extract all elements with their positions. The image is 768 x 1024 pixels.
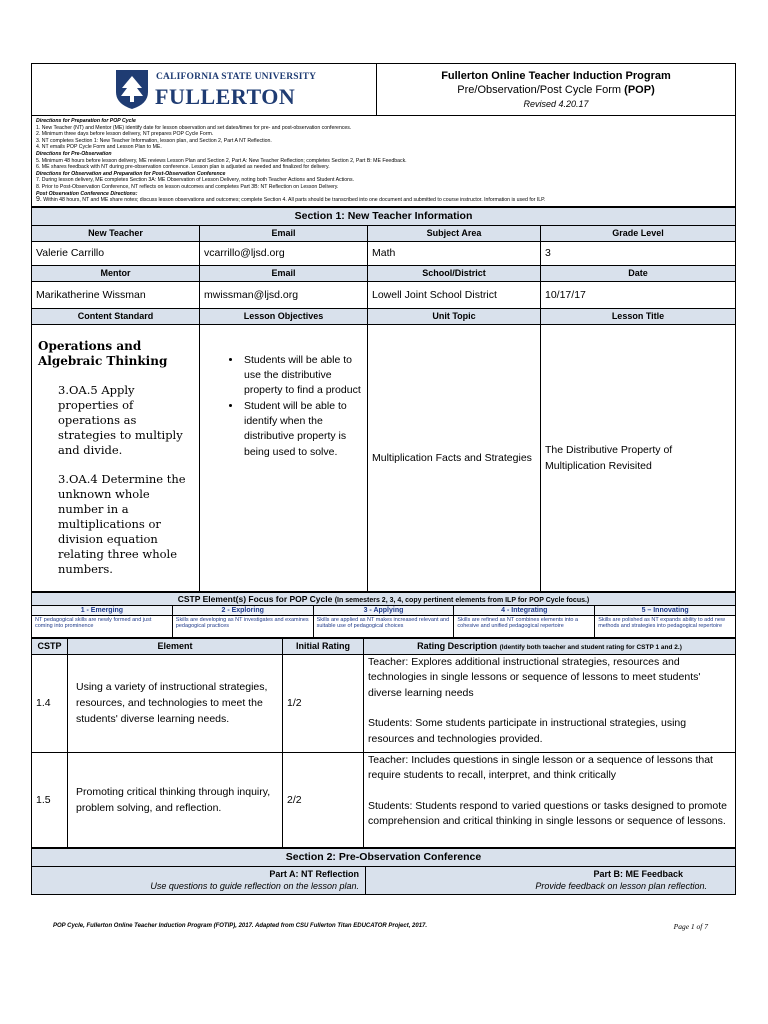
directions-heading: Directions for Preparation for POP Cycle bbox=[36, 118, 136, 124]
header-lesson-objectives: Lesson Objectives bbox=[200, 308, 368, 324]
cstp-element: Using a variety of instructional strategies, resources, and technologies to meet the students' diverse learning needs. bbox=[68, 654, 283, 752]
direction-item: 7. During lesson delivery, ME completes Section 3A: ME Observation of Lesson Delivery, noting both Teacher Actions and Student Actions. bbox=[36, 177, 355, 184]
grade-level: 3 bbox=[541, 241, 736, 265]
direction-item: 2. Minimum three days before lesson delivery, NT prepares POP Cycle Form. bbox=[36, 131, 214, 138]
header-mentor-email: Email bbox=[200, 265, 368, 281]
header-table bbox=[31, 63, 736, 116]
footer-citation: POP Cycle, Fullerton Online Teacher Induction Program (FOTIP), 2017. Adapted from CSU Fullerton Titan EDUCATOR Project, 2017. bbox=[53, 923, 428, 929]
rating-description bbox=[364, 752, 736, 847]
section1-title: Section 1: New Teacher Information bbox=[32, 207, 736, 225]
level-description: Skills are polished as NT expands ability to add new methods and strategies into pedagogical repertoire bbox=[595, 615, 736, 637]
header-grade-level: Grade Level bbox=[541, 225, 736, 241]
rating-description bbox=[364, 654, 736, 752]
cstp-element: Promoting critical thinking through inquiry, problem solving, and reflection. bbox=[68, 752, 283, 847]
header-subject-area: Subject Area bbox=[368, 225, 541, 241]
objective-item: • Students will be able to use the distributive property to find a product bbox=[242, 353, 363, 399]
logo-university: CALIFORNIA STATE UNIVERSITY bbox=[156, 72, 317, 82]
part-b-cell bbox=[366, 866, 736, 894]
section2-table bbox=[31, 848, 736, 895]
unit-topic: Multiplication Facts and Strategies bbox=[368, 324, 541, 591]
content-standard bbox=[32, 324, 200, 591]
header-mentor: Mentor bbox=[32, 265, 200, 281]
logo-cell bbox=[32, 64, 377, 116]
part-b-note: Provide feedback on lesson plan reflection. bbox=[535, 881, 707, 892]
lesson-objectives bbox=[200, 324, 368, 591]
pop-form bbox=[31, 63, 736, 895]
direction-item: 6. ME shares feedback with NT during pre-observation conference. Lesson plan is adjusted as needed and finalized for delivery. bbox=[36, 164, 330, 171]
header-unit-topic: Unit Topic bbox=[368, 308, 541, 324]
cstp-code: 1.5 bbox=[32, 752, 68, 847]
new-teacher-email: vcarrillo@ljsd.org bbox=[200, 241, 368, 265]
new-teacher-name: Valerie Carrillo bbox=[32, 241, 200, 265]
teacher-rating: Teacher: Explores additional instructional strategies, resources and technologies in single lessons or sequence of lessons to meet students' diverse learning needs bbox=[368, 655, 701, 699]
part-b-title: Part B: ME Feedback bbox=[593, 869, 683, 880]
direction-item: 4. NT emails POP Cycle Form and Lesson Plan to ME. bbox=[36, 144, 162, 151]
level-name: 5 – Innovating bbox=[595, 605, 736, 615]
student-rating: Students: Students respond to varied questions or tasks designed to promote comprehension and critical thinking in single lessons or sequence of lessons. bbox=[368, 799, 727, 828]
cstp-levels-table bbox=[31, 592, 736, 638]
header-date: Date bbox=[541, 265, 736, 281]
direction-item: 8. Prior to Post-Observation Conference, NT reflects on lesson outcomes and completes Part 3B: NT Reflection on Lesson Delivery. bbox=[36, 183, 339, 190]
directions-heading: Directions for Pre-Observation bbox=[36, 150, 112, 157]
direction-item: 5. Minimum 48 hours before lesson delivery, ME reviews Lesson Plan and Section 2, Part A: New Teacher Reflection; completes Section 2, Part B: ME Feedback. bbox=[36, 157, 407, 164]
level-name: 2 - Exploring bbox=[172, 605, 313, 615]
direction-item: 1. New Teacher (NT) and Mentor (ME) identify date for lesson observation and set dates/times for pre- and post-observation conferences. bbox=[36, 124, 352, 131]
header-rating-description: Rating Description (Identify both teacher and student rating for CSTP 1 and 2.) bbox=[364, 638, 736, 654]
university-seal-icon bbox=[114, 68, 150, 110]
level-name: 3 - Applying bbox=[313, 605, 454, 615]
header-initial-rating: Initial Rating bbox=[283, 638, 364, 654]
level-description: Skills are refined as NT combines elements into a cohesive and unified pedagogical repertoire bbox=[454, 615, 595, 637]
level-description: NT pedagogical skills are newly formed and just coming into prominence bbox=[32, 615, 173, 637]
program-name: Fullerton Online Teacher Induction Program bbox=[441, 69, 671, 82]
logo-campus: FULLERTON bbox=[155, 84, 296, 109]
mentor-name: Marikatherine Wissman bbox=[32, 281, 200, 308]
section2-title: Section 2: Pre-Observation Conference bbox=[32, 848, 736, 866]
header-element: Element bbox=[68, 638, 283, 654]
teacher-rating: Teacher: Includes questions in single lesson or a sequence of lessons that require students to recall, interpret, and think critically bbox=[368, 753, 713, 782]
direction-item: 3. NT completes Section 1: New Teacher Information, lesson plan, and Section 2, Part A NT Reflection. bbox=[36, 137, 272, 144]
cstp-code: 1.4 bbox=[32, 654, 68, 752]
part-a-title: Part A: NT Reflection bbox=[269, 869, 359, 880]
content-standard-title: Operations and Algebraic Thinking bbox=[38, 338, 168, 368]
mentor-email: mwissman@ljsd.org bbox=[200, 281, 368, 308]
part-a-cell bbox=[32, 866, 366, 894]
header-school-district: School/District bbox=[368, 265, 541, 281]
directions-heading: Directions for Observation and Preparation for Post-Observation Conference bbox=[36, 170, 226, 177]
level-description: Skills are applied as NT makes increased relevant and suitable use of pedagogical choices bbox=[313, 615, 454, 637]
date: 10/17/17 bbox=[541, 281, 736, 308]
section1-table bbox=[31, 207, 736, 592]
standard-item: 3.OA.4 Determine the unknown whole number in a multiplications or division equation relating three whole numbers. bbox=[58, 471, 186, 576]
objective-item: • Student will be able to identify when the distributive property is being used to solve. bbox=[242, 399, 363, 460]
form-title: Pre/Observation/Post Cycle Form (POP) bbox=[457, 83, 655, 96]
student-rating: Students: Some students participate in instructional strategies, using resources and technologies provided. bbox=[368, 717, 687, 745]
header-cstp: CSTP bbox=[32, 638, 68, 654]
form-title-cell bbox=[377, 64, 736, 116]
revision-date: Revised 4.20.17 bbox=[523, 98, 589, 109]
initial-rating: 1/2 bbox=[283, 654, 364, 752]
header-email: Email bbox=[200, 225, 368, 241]
cstp-focus-title: CSTP Element(s) Focus for POP Cycle (In semesters 2, 3, 4, copy pertinent elements from ILP for POP Cycle focus.) bbox=[32, 592, 736, 605]
initial-rating: 2/2 bbox=[283, 752, 364, 847]
header-new-teacher: New Teacher bbox=[32, 225, 200, 241]
lesson-title: The Distributive Property of Multiplication Revisited bbox=[541, 324, 736, 591]
standard-item: 3.OA.5 Apply properties of operations as strategies to multiply and divide. bbox=[58, 382, 183, 457]
level-description: Skills are developing as NT investigates and examines pedagogical practices bbox=[172, 615, 313, 637]
directions-heading: Post Observation Conference Directions: bbox=[36, 190, 138, 197]
direction-item: 9. Within 48 hours, NT and ME share notes; discuss lesson observations and outcomes; complete Section 4. All parts should be transcribed into one document and submitted to course instructor. Information is used for ILP. bbox=[36, 196, 546, 204]
cstp-elements-table bbox=[31, 638, 736, 848]
objectives-list bbox=[204, 353, 363, 460]
header-content-standard: Content Standard bbox=[32, 308, 200, 324]
level-name: 4 - Integrating bbox=[454, 605, 595, 615]
level-name: 1 - Emerging bbox=[32, 605, 173, 615]
page-number: Page 1 of 7 bbox=[673, 922, 708, 931]
school-district: Lowell Joint School District bbox=[368, 281, 541, 308]
header-lesson-title: Lesson Title bbox=[541, 308, 736, 324]
directions-block bbox=[31, 116, 736, 207]
part-a-note: Use questions to guide reflection on the lesson plan. bbox=[150, 881, 359, 892]
subject-area: Math bbox=[368, 241, 541, 265]
